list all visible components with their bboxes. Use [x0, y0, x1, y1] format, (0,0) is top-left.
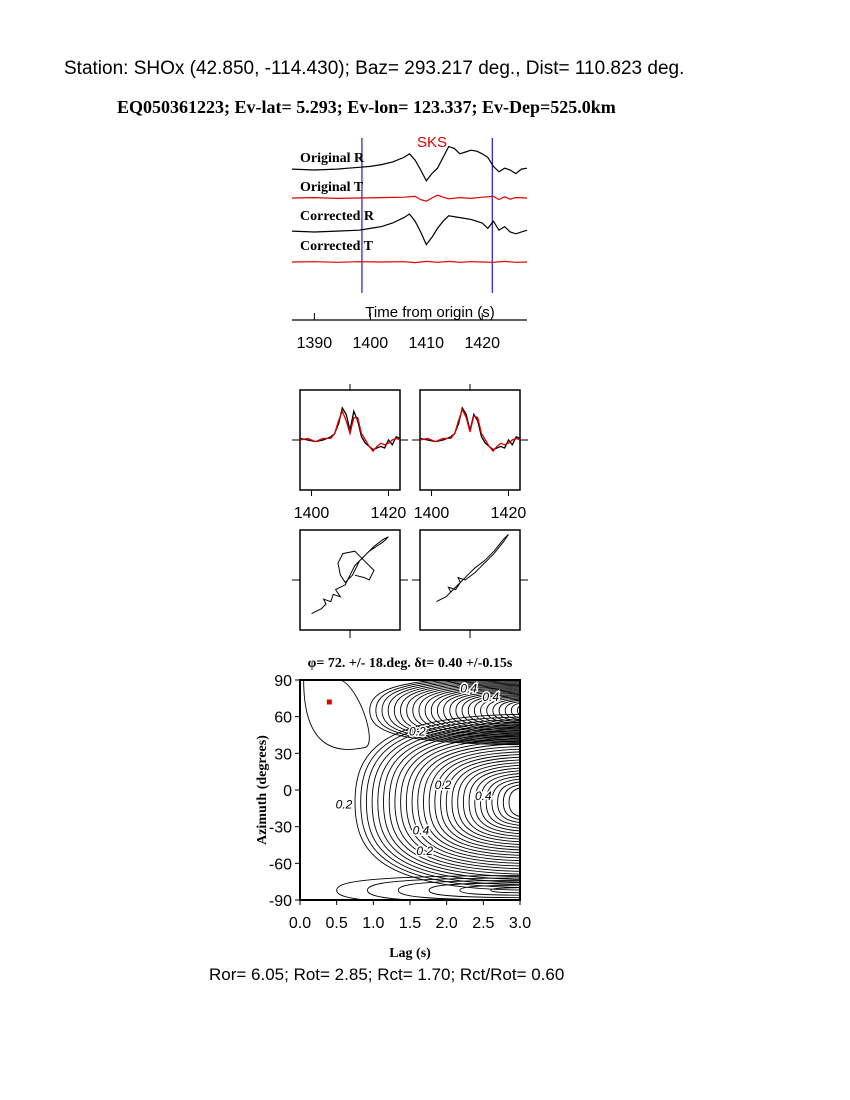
station-header: Station: SHOx (42.850, -114.430); Baz= 293.217 deg., Dist= 110.823 deg.: [64, 58, 685, 79]
particle-motion-trace: [436, 534, 508, 601]
azimuth-axis-label: Azimuth (degrees): [255, 735, 270, 845]
lag-tick-label-5: 2.5: [472, 915, 495, 932]
overlay-tick-label-1400: 1400: [413, 505, 450, 522]
overlay-fast-trace: [420, 408, 520, 450]
azimuth-tick-label-3: 0: [283, 783, 292, 800]
contour-family: [304, 676, 535, 905]
contour-upper-25: [524, 704, 535, 716]
overlay-slow-trace: [420, 410, 520, 452]
azimuth-tick-label-0: 90: [274, 673, 292, 690]
contour-label-1: 0.4: [482, 690, 500, 705]
overlay-tick-label-1400: 1400: [293, 505, 330, 522]
splitting-statistics: Ror= 6.05; Rot= 2.85; Rct= 1.70; Rct/Rot= 0.60: [209, 965, 565, 984]
contour-upper-21: [499, 700, 535, 721]
waveform-overlay-original: [292, 384, 408, 522]
contour-middle-26: [503, 784, 534, 821]
lag-tick-label-6: 3.0: [508, 915, 532, 932]
particle-frame: [420, 530, 520, 630]
overlay-fast-trace: [300, 408, 400, 450]
particle-motion-corrected: [412, 530, 528, 638]
time-axis-label: Time from origin (s): [365, 304, 495, 321]
time-tick-label-1390: 1390: [296, 335, 333, 352]
particle-motion-original: [292, 530, 408, 638]
overlay-frame: [420, 390, 520, 490]
trace-label-corrected-r: Corrected R: [300, 209, 374, 224]
azimuth-tick-label-1: 60: [274, 709, 292, 727]
lag-tick-label-1: 0.5: [325, 915, 348, 932]
contour-middle-24: [492, 778, 535, 826]
time-tick-label-1400: 1400: [352, 335, 389, 352]
contour-label-6: 0.4: [412, 823, 430, 838]
contour-label-3: 0.2: [434, 778, 452, 793]
overlay-frame: [300, 390, 400, 490]
contour-label-4: 0.4: [474, 789, 492, 804]
contour-lines: [304, 676, 535, 905]
event-header: EQ050361223; Ev-lat= 5.293; Ev-lon= 123.337; Ev-Dep=525.0km: [117, 97, 616, 117]
phase-label: SKS: [416, 134, 448, 151]
contour-middle-27: [509, 786, 535, 818]
contour-upper-23: [511, 702, 534, 719]
overlay-tick-label-1420: 1420: [370, 505, 407, 522]
waveform-overlay-corrected: [412, 384, 528, 522]
lag-tick-label-4: 2.0: [435, 915, 458, 932]
contour-label-0: 0.4: [460, 681, 478, 696]
azimuth-tick-label-6: -90: [268, 893, 292, 910]
contour-label-2: 0.2: [408, 724, 426, 739]
time-tick-label-1410: 1410: [408, 335, 445, 352]
contour-label-5: 0.2: [335, 797, 353, 812]
overlay-slow-trace: [300, 411, 400, 451]
trace-label-original-r: Original R: [300, 151, 365, 166]
azimuth-tick-label-5: -60: [268, 856, 292, 874]
analysis-window: [362, 138, 492, 293]
lag-tick-label-0: 0.0: [288, 915, 312, 932]
overlay-tick-label-1420: 1420: [490, 505, 527, 522]
contour-label-7: 0.2: [416, 844, 434, 859]
azimuth-tick-label-4: -30: [268, 819, 292, 837]
contour-middle-17: [452, 760, 535, 845]
time-tick-label-1420: 1420: [464, 335, 501, 352]
lag-axis-label: Lag (s): [389, 946, 431, 961]
trace-label-corrected-t: Corrected T: [300, 239, 373, 254]
particle-frame: [300, 530, 400, 630]
azimuth-tick-label-2: 30: [274, 746, 292, 764]
lag-tick-label-3: 1.5: [398, 915, 422, 932]
contour-middle-4: [378, 725, 535, 880]
energy-grid-panel: [255, 656, 535, 961]
contour-minimum: [304, 680, 370, 749]
particle-motion-trace: [312, 537, 389, 614]
seismogram-panel: [292, 134, 527, 352]
lag-tick-label-2: 1.0: [362, 915, 385, 932]
best-fit-marker: [327, 700, 332, 705]
grid-title: φ= 72. +/- 18.deg. δt= 0.40 +/-0.15s: [307, 656, 513, 671]
trace-label-original-t: Original T: [300, 180, 364, 195]
